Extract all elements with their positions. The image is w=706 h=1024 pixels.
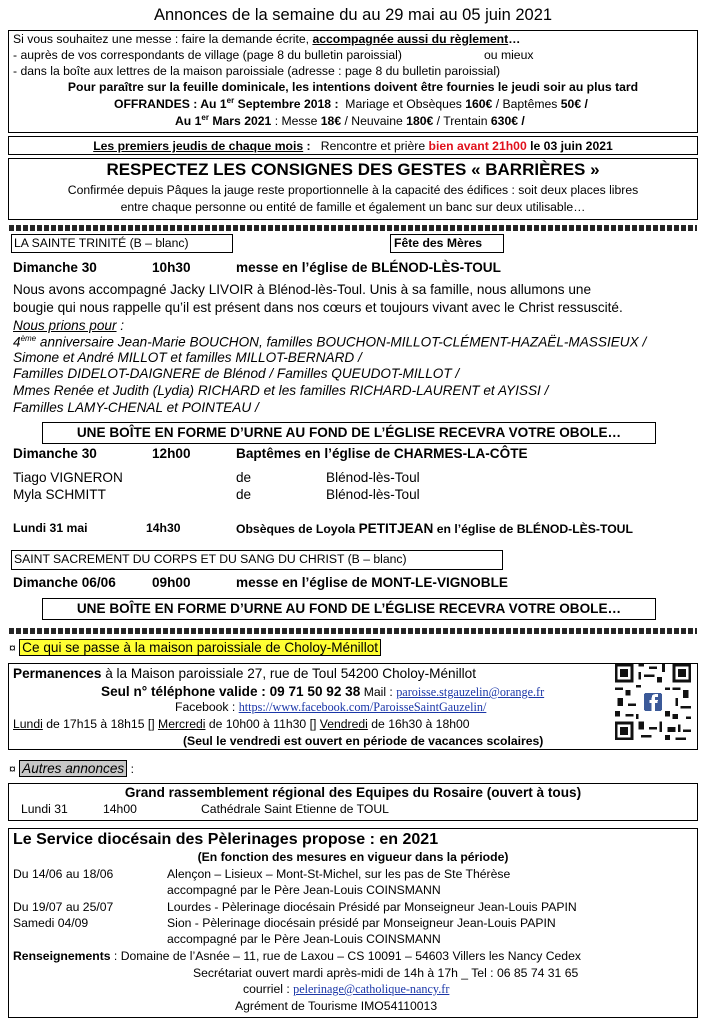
intention-line: Simone et André MILLOT et familles MILLOT-BERNARD / xyxy=(13,350,362,365)
event-day: Dimanche 30 xyxy=(13,260,97,275)
jeudis-box: Les premiers jeudis de chaque mois : Rencontre et prière bien avant 21h00 le 03 juin 2021 xyxy=(8,136,698,155)
event-time: 14h00 xyxy=(103,802,137,816)
intro-line-3: - dans la boîte aux lettres de la maison paroissiale (adresse : page 8 du bulletin paroissial) xyxy=(13,64,501,78)
fete-meres-label: Fête des Mères xyxy=(394,236,483,250)
page-title: Annonces de la semaine du au 29 mai au 05 juin 2021 xyxy=(153,6,553,24)
event-day: Lundi 31 mai xyxy=(13,521,88,535)
intention-line: Familles LAMY-CHENAL et POINTEAU / xyxy=(13,400,259,415)
barrieres-line-1: Confirmée depuis Pâques la jauge reste proportionnelle à la capacité des édifices : soit deux places libres xyxy=(67,183,639,197)
urne-box xyxy=(42,422,656,444)
secretariat-line: Secrétariat ouvert mardi après-midi de 14h à 17h _ Tel : 06 85 74 31 65 xyxy=(193,966,579,980)
qr-code-icon xyxy=(615,664,691,740)
permanences-label: Permanences xyxy=(13,666,102,681)
event-description: Obsèques de Loyola PETITJEAN en l’église de BLÉNOD-LÈS-TOUL xyxy=(236,521,633,536)
courriel-line: courriel : pelerinage@catholique-nancy.fr xyxy=(243,982,450,996)
intro-line-4: Pour paraître sur la feuille dominicale, les intentions doivent être fournies le jeudi soir au plus tard xyxy=(67,80,639,94)
bapteme-place: Blénod-lès-Toul xyxy=(326,470,420,485)
paragraph-line: bougie qui nous rappelle qu’il est présent dans nos cœurs et toujours vivant avec le Christ ressuscité. xyxy=(13,300,623,315)
intro-line-2a: - auprès de vos correspondants de village (page 8 du bulletin paroissial) xyxy=(13,48,402,62)
autres-heading: ¤ Autres annonces : xyxy=(9,761,134,776)
pelerinage-desc: accompagné par le Père Jean-Louis COINSMANN xyxy=(167,883,441,897)
bapteme-name: Tiago VIGNERON xyxy=(13,470,123,485)
event-day: Dimanche 06/06 xyxy=(13,575,116,590)
pelerinage-desc: Alençon – Lisieux – Mont-St-Michel, sur les pas de Ste Thérèse xyxy=(167,867,511,881)
event-time: 14h30 xyxy=(146,521,181,535)
event-time: 09h00 xyxy=(152,575,191,590)
bapteme-name: Myla SCHMITT xyxy=(13,487,106,502)
pelerinages-subheading: (En fonction des mesures en vigueur dans la période) xyxy=(197,850,509,864)
pelerinages-heading: Le Service diocésain des Pèlerinages propose : en 2021 xyxy=(13,831,439,848)
pelerinage-desc: Sion - Pèlerinage diocésain présidé par Monseigneur Jean-Louis PAPIN xyxy=(167,916,556,930)
prions-label: Nous prions pour : xyxy=(13,318,125,333)
rosaire-box xyxy=(8,783,698,821)
urne-text: UNE BOÎTE EN FORME D’URNE AU FOND DE L’ÉGLISE RECEVRA VOTRE OBOLE… xyxy=(76,425,622,440)
event-day: Dimanche 30 xyxy=(13,446,97,461)
maison-label: Ce qui se passe à la maison paroissiale de Choloy-Ménillot xyxy=(19,639,381,656)
event-description: Cathédrale Saint Etienne de TOUL xyxy=(201,802,389,816)
agrement-line: Agrément de Tourisme IMO54110013 xyxy=(235,999,438,1013)
bapteme-de: de xyxy=(236,470,252,485)
intention-line: 4ème anniversaire Jean-Marie BOUCHON, familles BOUCHON-MILLOT-CLÉMENT-HAZAËL-MASSIEUX / xyxy=(13,334,647,350)
jeudis-time: bien avant 21h00 xyxy=(428,139,527,153)
intro-line-1b: accompagnée aussi du règlement xyxy=(312,32,509,46)
barrieres-line-2: entre chaque personne ou entité de famille et également un banc sur deux utilisable… xyxy=(120,200,586,214)
separator xyxy=(9,628,697,634)
pelerinage-date: Du 19/07 au 25/07 xyxy=(13,900,114,914)
event-description: messe en l’église de MONT-LE-VIGNOBLE xyxy=(236,575,508,590)
intro-line-2b: ou mieux xyxy=(484,48,534,62)
sacrement-label-box xyxy=(11,550,503,570)
telephone: Seul n° téléphone valide : 09 71 50 92 38 xyxy=(101,684,361,699)
fete-meres-box xyxy=(390,234,504,253)
separator xyxy=(9,225,697,231)
renseignements-line: Renseignements : Domaine de l’Asnée – 11, rue de Laxou – CS 10091 – 54603 Villers les Nancy Cedex xyxy=(13,949,581,963)
event-day: Lundi 31 xyxy=(21,802,68,816)
pelerinage-desc: accompagné par le Père Jean-Louis COINSMANN xyxy=(167,932,441,946)
barrieres-box xyxy=(8,158,698,220)
permanences-box: Permanences à la Maison paroissiale 27, rue de Toul 54200 Choloy-Ménillot Seul n° téléphone valide : 09 71 50 92 38 Mail : paroisse.stgauzelin@orange.fr Facebook : https://www.facebook.com/ParoisseSaintGauzelin/ Lundi de 17h15 à 18h15 [] Mercredi de 10h00 à 11h30 [] Vendredi de 16h30 à 18h00 (Seul le vendredi est ouvert en période de vacances scolaires) xyxy=(8,663,698,750)
offrandes-line: OFFRANDES : Au 1er Septembre 2018 : Mariage et Obsèques 160€ / Baptêmes 50€ / xyxy=(114,96,588,112)
facebook-link[interactable]: https://www.facebook.com/ParoisseSaintGauzelin/ xyxy=(238,700,487,714)
event-description: Baptêmes en l’église de CHARMES-LA-CÔTE xyxy=(236,446,528,461)
jeudis-label: Les premiers jeudis de chaque mois xyxy=(93,139,304,153)
event-time: 12h00 xyxy=(152,446,191,461)
trinite-label-box xyxy=(11,234,233,253)
autres-label: Autres annonces xyxy=(19,760,127,777)
messe-info-box: Si vous souhaitez une messe : faire la demande écrite, accompagnée aussi du règlement… - auprès de vos correspondants de village (page 8 du bulletin paroissial) ou mieux - dans la boîte aux lettres de la maison paroissiale (adresse : page 8 du bulletin paroissial) Pour paraître sur la feuille dominicale, les intentions doivent être fournies le jeudi soir au plus tard OFFRANDES : Au 1er Septembre 2018 : Mariage et Obsèques 160€ / Baptêmes 50€ / Au 1er Mars 2021 : Messe 18€ / Neuvaine 180€ / Trentain 630€ / xyxy=(8,30,698,133)
pelerinage-desc: Lourdes - Pèlerinage diocésain Présidé par Monseigneur Jean-Louis PAPIN xyxy=(167,900,577,914)
rosaire-heading: Grand rassemblement régional des Equipes du Rosaire (ouvert à tous) xyxy=(124,785,582,800)
vacances-note: (Seul le vendredi est ouvert en période de vacances scolaires) xyxy=(183,734,544,748)
pelerinages-box xyxy=(8,828,698,1018)
pelerinage-date: Samedi 04/09 xyxy=(13,916,89,930)
horaires-line: Lundi de 17h15 à 18h15 [] Mercredi de 10h00 à 11h30 [] Vendredi de 16h30 à 18h00 xyxy=(13,717,470,731)
bapteme-de: de xyxy=(236,487,252,502)
event-time: 10h30 xyxy=(152,260,191,275)
tarifs-2021-line: Au 1er Mars 2021 : Messe 18€ / Neuvaine 180€ / Trentain 630€ / xyxy=(175,113,525,129)
barrieres-heading: RESPECTEZ LES CONSIGNES DES GESTES « BARRIÈRES » xyxy=(106,160,600,179)
maison-heading: ¤ Ce qui se passe à la maison paroissiale de Choloy-Ménillot xyxy=(9,640,381,655)
trinite-label: LA SAINTE TRINITÉ (B – blanc) xyxy=(14,236,189,250)
intention-line: Mmes Renée et Judith (Lydia) RICHARD et les familles RICHARD-LAURENT et AYISSI / xyxy=(13,383,549,398)
urne-box xyxy=(42,598,656,620)
courriel-link[interactable]: pelerinage@catholique-nancy.fr xyxy=(293,982,450,996)
paragraph-line: Nous avons accompagné Jacky LIVOIR à Blénod-lès-Toul. Unis à sa famille, nous allumons une xyxy=(13,282,592,297)
event-description: messe en l’église de BLÉNOD-LÈS-TOUL xyxy=(236,260,501,275)
sacrement-label: SAINT SACREMENT DU CORPS ET DU SANG DU CHRIST (B – blanc) xyxy=(14,552,407,566)
intro-line-1a: Si vous souhaitez une messe : faire la demande écrite, xyxy=(13,32,313,46)
intention-line: Familles DIDELOT-DAIGNERE de Blénod / Familles QUEUDOT-MILLOT / xyxy=(13,366,460,381)
urne-text: UNE BOÎTE EN FORME D’URNE AU FOND DE L’ÉGLISE RECEVRA VOTRE OBOLE… xyxy=(76,601,622,616)
mail-link[interactable]: paroisse.stgauzelin@orange.fr xyxy=(396,685,545,699)
pelerinage-date: Du 14/06 au 18/06 xyxy=(13,867,114,881)
bapteme-place: Blénod-lès-Toul xyxy=(326,487,420,502)
